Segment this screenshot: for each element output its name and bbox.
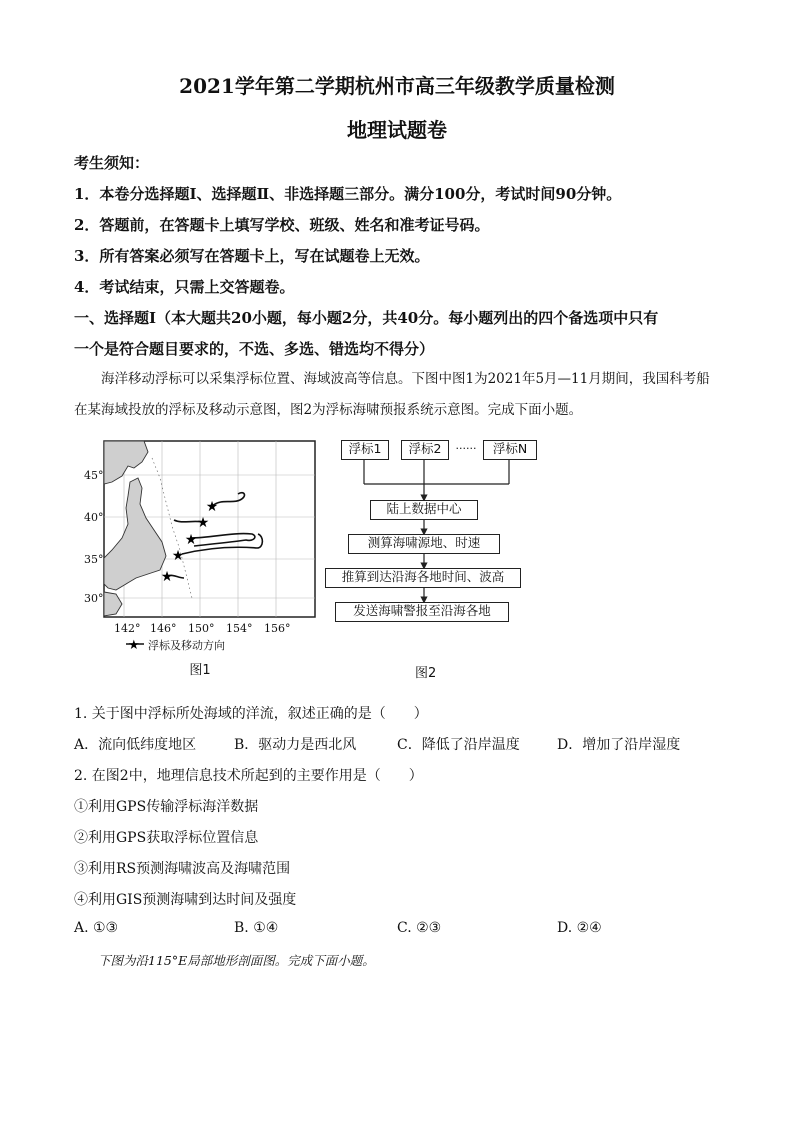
figure2-caption: 图2	[415, 666, 437, 681]
question2-statement: ③利用RS预测海啸波高及海啸范围	[74, 861, 291, 877]
buoy-marker: ★	[160, 569, 174, 585]
legend-label: 浮标及移动方向	[148, 639, 225, 652]
buoy-box: 浮标2	[401, 440, 449, 460]
legend-star-icon: ★	[128, 638, 140, 653]
lon-label: 156°	[264, 622, 291, 635]
notice-item: 1．本卷分选择题Ⅰ、选择题Ⅱ、非选择题三部分。满分100分，考试时间90分钟。	[74, 185, 622, 203]
flow-arrows	[325, 436, 543, 682]
notice-heading: 考生须知：	[74, 154, 150, 172]
question2-option-c[interactable]: C. ②③	[397, 920, 442, 936]
figure2-flowchart	[325, 436, 543, 682]
flow-step: 发送海啸警报至沿海各地	[335, 602, 509, 622]
lon-label: 146°	[150, 622, 177, 635]
section-heading-line1: 一、选择题Ⅰ（本大题共20小题，每小题2分，共40分。每小题列出的四个备选项中只有	[74, 309, 659, 327]
question2-option-d[interactable]: D. ②④	[557, 920, 602, 936]
question1-stem: 1. 关于图中浮标所处海域的洋流，叙述正确的是（ ）	[74, 706, 428, 722]
lon-label: 142°	[114, 622, 141, 635]
flow-step: 推算到达沿海各地时间、波高	[325, 568, 521, 588]
figure1-map	[82, 438, 318, 678]
question1-option-c[interactable]: C．降低了沿岸温度	[397, 737, 520, 753]
buoy-marker: ★	[196, 515, 210, 531]
question2-stem: 2. 在图2中，地理信息技术所起到的主要作用是（ ）	[74, 768, 423, 784]
exam-title: 2021学年第二学期杭州市高三年级教学质量检测	[179, 74, 615, 98]
notice-item: 2．答题前，在答题卡上填写学校、班级、姓名和准考证号码。	[74, 216, 490, 234]
question2-statement: ①利用GPS传输浮标海洋数据	[74, 799, 259, 815]
section-heading-line2: 一个是符合题目要求的，不选、多选、错选均不得分）	[74, 340, 435, 358]
buoy-marker: ★	[184, 532, 198, 548]
notice-item: 4．考试结束，只需上交答题卷。	[74, 278, 295, 296]
buoy-marker: ★	[171, 548, 185, 564]
question2-option-b[interactable]: B. ①④	[234, 920, 279, 936]
lat-label: 35°	[84, 553, 104, 566]
question2-statement: ④利用GIS预测海啸到达时间及强度	[74, 892, 297, 908]
question1-option-d[interactable]: D．增加了沿岸湿度	[557, 737, 681, 753]
buoy-ellipsis: ······	[455, 442, 477, 455]
flow-step: 测算海啸源地、时速	[348, 534, 500, 554]
question1-option-a[interactable]: A．流向低纬度地区	[74, 737, 197, 753]
notice-item: 3．所有答案必须写在答题卡上，写在试题卷上无效。	[74, 247, 430, 265]
lon-label: 154°	[226, 622, 253, 635]
flow-step: 陆上数据中心	[370, 500, 478, 520]
figure1-caption: 图1	[189, 663, 211, 678]
question2-option-a[interactable]: A. ①③	[74, 920, 119, 936]
lat-label: 30°	[84, 592, 104, 605]
lat-label: 40°	[84, 511, 104, 524]
question2-statement: ②利用GPS获取浮标位置信息	[74, 830, 259, 846]
lon-label: 150°	[188, 622, 215, 635]
next-question-intro: 下图为沿115°E局部地形剖面图。完成下面小题。	[98, 953, 375, 968]
exam-subtitle: 地理试题卷	[347, 118, 447, 142]
buoy-box: 浮标1	[341, 440, 389, 460]
buoy-box: 浮标N	[483, 440, 537, 460]
buoy-marker: ★	[205, 499, 219, 515]
question1-option-b[interactable]: B．驱动力是西北风	[234, 737, 357, 753]
lat-label: 45°	[84, 469, 104, 482]
intro-paragraph: 海洋移动浮标可以采集浮标位置、海域波高等信息。下图中图1为2021年5月—11月期间，我国科考船在某海域投放的浮标及移动示意图，图2为浮标海啸预报系统示意图。完成下面小题。	[74, 371, 710, 418]
